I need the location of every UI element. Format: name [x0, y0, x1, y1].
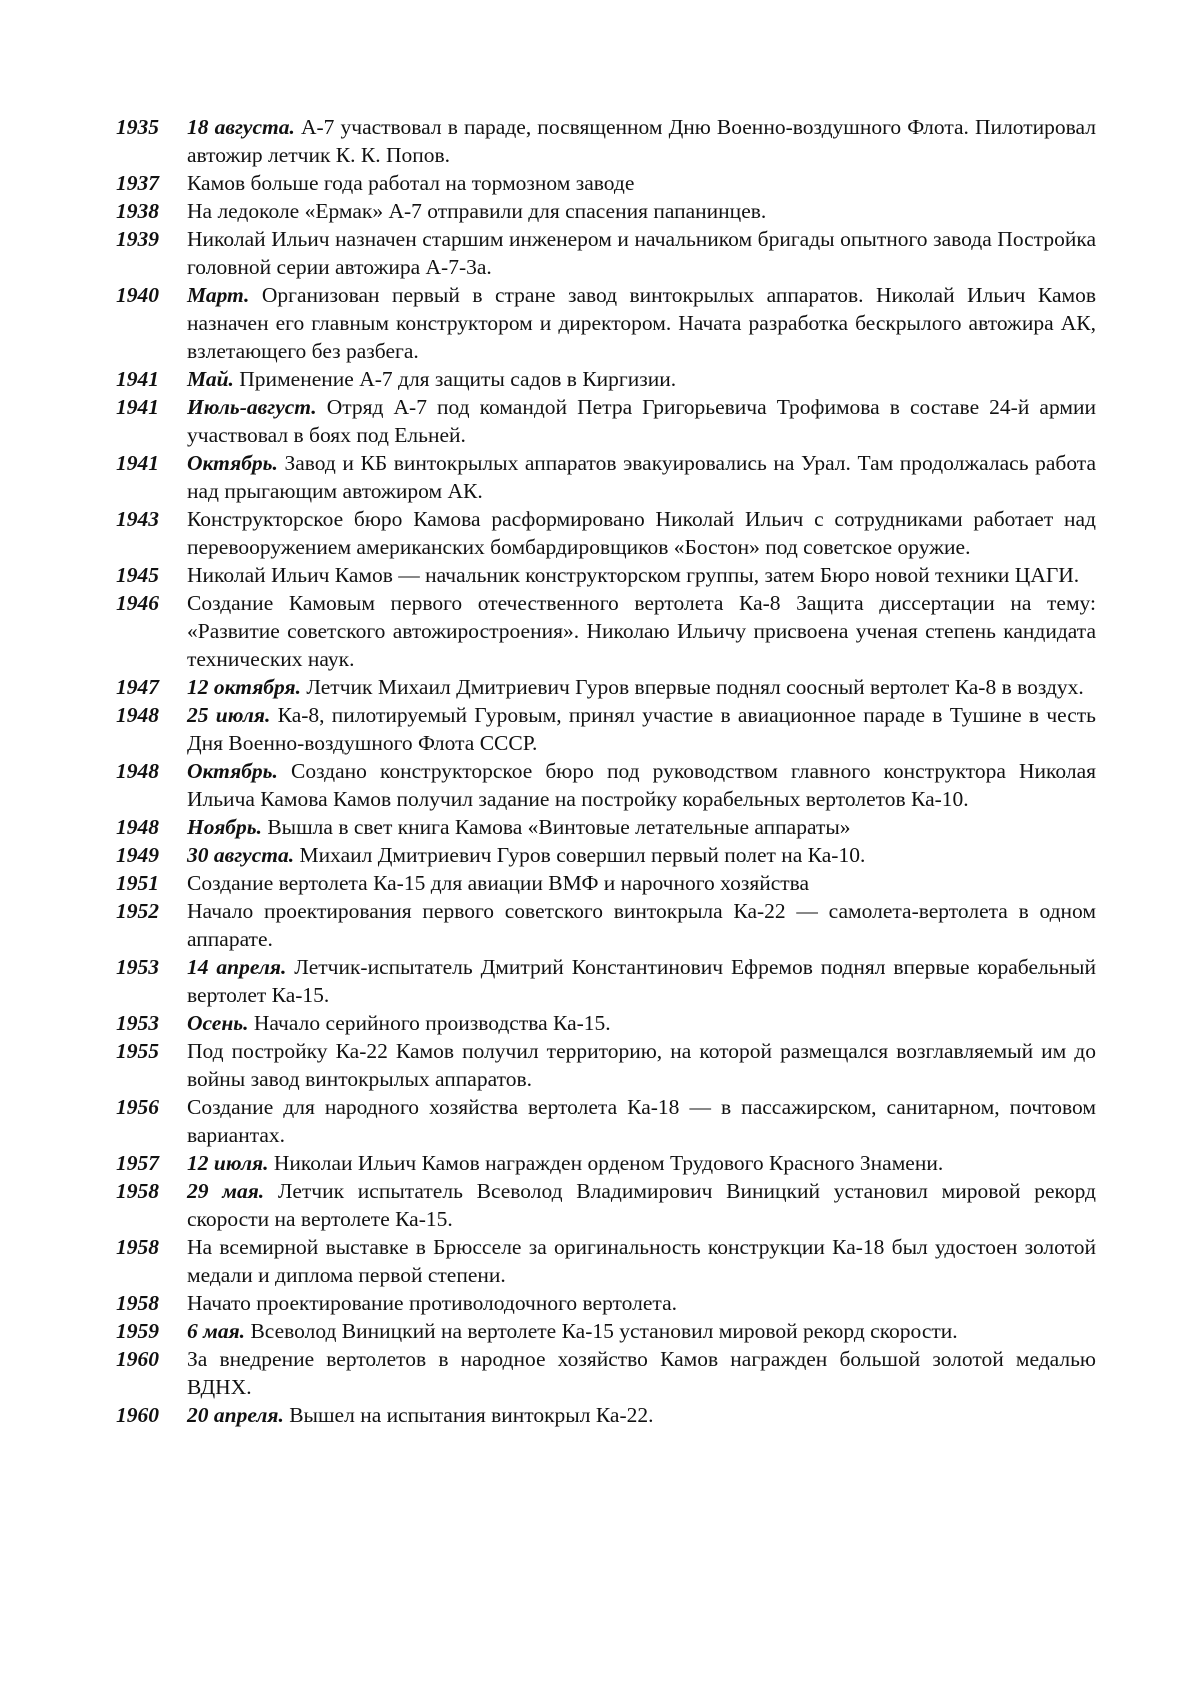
timeline-entry	[116, 449, 1096, 505]
entry-text	[187, 1009, 1096, 1037]
entry-year: 1956	[116, 1095, 159, 1119]
entry-year: 1941	[116, 395, 159, 419]
entry-text	[187, 1037, 1096, 1093]
entry-year: 1960	[116, 1347, 159, 1371]
entry-date: Ноябрь.	[187, 815, 262, 839]
entry-year: 1945	[116, 563, 159, 587]
entry-description: Начало проектирования первого советского винтокрыла Ка-22 — самолета-вертолета в одном аппарате.	[187, 899, 1096, 951]
timeline-entry	[116, 1317, 1096, 1345]
entry-text	[187, 225, 1096, 281]
entry-text	[187, 1149, 1096, 1177]
entry-text	[187, 113, 1096, 169]
entry-year: 1957	[116, 1151, 159, 1175]
entry-description: А-7 участвовал в параде, посвященном Дню Военно-воздушного Флота. Пилотировал автожир летчик К. К. Попов.	[187, 115, 1096, 167]
entry-date: Июль-август.	[187, 395, 317, 419]
entry-text	[187, 197, 1096, 225]
entry-date: 18 августа.	[187, 115, 295, 139]
timeline-entry	[116, 841, 1096, 869]
timeline-entry	[116, 281, 1096, 365]
entry-year: 1941	[116, 451, 159, 475]
entry-text	[187, 953, 1096, 1009]
entry-text	[187, 589, 1096, 673]
entry-description: Ка-8, пилотируемый Гуровым, принял участие в авиационное параде в Тушине в честь Дня Военно-воздушного Флота СССР.	[187, 703, 1096, 755]
entry-description: Организован первый в стране завод винтокрылых аппаратов. Николай Ильич Камов назначен его главным конструктором и директором. Начата разработка бескрылого автожира АК, взлетающего без разбега.	[187, 283, 1096, 363]
timeline-entry	[116, 589, 1096, 673]
entry-text	[187, 1177, 1096, 1233]
entry-description: Всеволод Виницкий на вертолете Ка-15 установил мировой рекорд скорости.	[245, 1319, 958, 1343]
entry-text	[187, 1401, 1096, 1429]
entry-year: 1939	[116, 227, 159, 251]
entry-date: 14 апреля.	[187, 955, 287, 979]
entry-text	[187, 505, 1096, 561]
entry-description: Летчик-испытатель Дмитрий Константинович Ефремов поднял впервые корабельный вертолет Ка-15.	[187, 955, 1096, 1007]
timeline-entry	[116, 701, 1096, 757]
entry-year: 1937	[116, 171, 159, 195]
timeline-entry	[116, 113, 1096, 169]
entry-date: Май.	[187, 367, 234, 391]
entry-year: 1948	[116, 759, 159, 783]
entry-description: Создание вертолета Ка-15 для авиации ВМФ и нарочного хозяйства	[187, 871, 810, 895]
entry-description: На ледоколе «Ермак» А-7 отправили для спасения папанинцев.	[187, 199, 767, 223]
entry-year: 1948	[116, 703, 159, 727]
entry-text	[187, 701, 1096, 757]
entry-description: Николай Ильич назначен старшим инженером и начальником бригады опытного завода Постройка головной серии автожира А-7-3а.	[187, 227, 1096, 279]
timeline-entry	[116, 673, 1096, 701]
timeline	[116, 113, 1096, 1429]
entry-text	[187, 1345, 1096, 1401]
timeline-entry	[116, 393, 1096, 449]
entry-date: Октябрь.	[187, 451, 278, 475]
entry-year: 1940	[116, 283, 159, 307]
entry-description: Создано конструкторское бюро под руководством главного конструктора Николая Ильича Камова Камов получил задание на постройку корабельных вертолетов Ка-10.	[187, 759, 1096, 811]
entry-description: Применение А-7 для защиты садов в Киргизии.	[233, 367, 677, 391]
timeline-entry	[116, 953, 1096, 1009]
timeline-entry	[116, 225, 1096, 281]
timeline-entry	[116, 505, 1096, 561]
entry-description: Летчик испытатель Всеволод Владимирович Виницкий установил мировой рекорд скорости на вертолете Ка-15.	[187, 1179, 1097, 1231]
entry-text	[187, 1289, 1096, 1317]
entry-description: Николай Ильич Камов — начальник конструкторском группы, затем Бюро новой техники ЦАГИ.	[187, 563, 1080, 587]
entry-date: 6 мая.	[187, 1319, 246, 1343]
entry-description: Начало серийного производства Ка-15.	[248, 1011, 611, 1035]
entry-description: Николаи Ильич Камов награжден орденом Трудового Красного Знамени.	[268, 1151, 944, 1175]
entry-year: 1949	[116, 843, 159, 867]
entry-description: Вышла в свет книга Камова «Винтовые летательные аппараты»	[261, 815, 851, 839]
entry-year: 1947	[116, 675, 159, 699]
entry-text	[187, 897, 1096, 953]
entry-text	[187, 841, 1096, 869]
timeline-entry	[116, 365, 1096, 393]
entry-year: 1953	[116, 955, 159, 979]
entry-date: 25 июля.	[187, 703, 271, 727]
entry-description: Начато проектирование противолодочного вертолета.	[187, 1291, 677, 1315]
entry-description: Вышел на испытания винтокрыл Ка-22.	[283, 1403, 654, 1427]
timeline-entry	[116, 561, 1096, 589]
entry-text	[187, 561, 1096, 589]
entry-date: 30 августа.	[187, 843, 295, 867]
entry-text	[187, 1317, 1096, 1345]
entry-year: 1960	[116, 1403, 159, 1427]
entry-date: 29 мая.	[187, 1179, 265, 1203]
entry-date: Октябрь.	[187, 759, 278, 783]
entry-year: 1938	[116, 199, 159, 223]
entry-description: Создание для народного хозяйства вертолета Ка-18 — в пассажирском, санитарном, почтовом вариантах.	[187, 1095, 1096, 1147]
entry-year: 1955	[116, 1039, 159, 1063]
entry-text	[187, 1093, 1096, 1149]
timeline-entry	[116, 1093, 1096, 1149]
entry-text	[187, 757, 1096, 813]
entry-text	[187, 281, 1096, 365]
timeline-entry	[116, 813, 1096, 841]
entry-text	[187, 673, 1096, 701]
timeline-entry	[116, 897, 1096, 953]
entry-text	[187, 169, 1096, 197]
entry-year: 1952	[116, 899, 159, 923]
entry-date: 12 октября.	[187, 675, 301, 699]
entry-text	[187, 365, 1096, 393]
entry-year: 1951	[116, 871, 159, 895]
timeline-entry	[116, 869, 1096, 897]
entry-description: На всемирной выставке в Брюсселе за оригинальность конструкции Ка-18 был удостоен золотой медали и диплома первой степени.	[187, 1235, 1096, 1287]
timeline-entry	[116, 169, 1096, 197]
entry-description: Летчик Михаил Дмитриевич Гуров впервые поднял соосный вертолет Ка-8 в воздух.	[300, 675, 1084, 699]
entry-year: 1958	[116, 1291, 159, 1315]
entry-year: 1935	[116, 115, 159, 139]
entry-description: Отряд А-7 под командой Петра Григорьевича Трофимова в составе 24-й армии участвовал в боях под Ельней.	[187, 395, 1096, 447]
entry-description: Камов больше года работал на тормозном заводе	[187, 171, 635, 195]
entry-description: Завод и КБ винтокрылых аппаратов эвакуировались на Урал. Там продолжалась работа над прыгающим автожиром АК.	[187, 451, 1096, 503]
timeline-entry	[116, 1177, 1096, 1233]
timeline-entry	[116, 1401, 1096, 1429]
entry-text	[187, 813, 1096, 841]
entry-year: 1959	[116, 1319, 159, 1343]
entry-description: Михаил Дмитриевич Гуров совершил первый полет на Ка-10.	[294, 843, 866, 867]
timeline-entry	[116, 1149, 1096, 1177]
entry-text	[187, 393, 1096, 449]
timeline-entry	[116, 1009, 1096, 1037]
entry-year: 1943	[116, 507, 159, 531]
timeline-entry	[116, 1233, 1096, 1289]
timeline-entry	[116, 1345, 1096, 1401]
entry-description: Создание Камовым первого отечественного вертолета Ка-8 Защита диссертации на тему: «Развитие советского автожиростроения». Николаю Ильичу присвоена ученая степень кандидата технических наук.	[187, 591, 1096, 671]
timeline-entry	[116, 1289, 1096, 1317]
entry-year: 1941	[116, 367, 159, 391]
timeline-entry	[116, 757, 1096, 813]
entry-description: За внедрение вертолетов в народное хозяйство Камов награжден большой золотой медалью ВДНХ.	[187, 1347, 1096, 1399]
entry-text	[187, 869, 1096, 897]
timeline-entry	[116, 197, 1096, 225]
entry-year: 1948	[116, 815, 159, 839]
timeline-entry	[116, 1037, 1096, 1093]
entry-date: 20 апреля.	[187, 1403, 284, 1427]
entry-text	[187, 449, 1096, 505]
entry-year: 1958	[116, 1235, 159, 1259]
entry-year: 1946	[116, 591, 159, 615]
entry-description: Под постройку Ка-22 Камов получил территорию, на которой размещался возглавляемый им до войны завод винтокрылых аппаратов.	[187, 1039, 1096, 1091]
entry-date: Осень.	[187, 1011, 249, 1035]
entry-date: 12 июля.	[187, 1151, 269, 1175]
entry-text	[187, 1233, 1096, 1289]
entry-year: 1958	[116, 1179, 159, 1203]
entry-year: 1953	[116, 1011, 159, 1035]
entry-description: Конструкторское бюро Камова расформировано Николай Ильич с сотрудниками работает над перевооружением американских бомбардировщиков «Бостон» под советское оружие.	[187, 507, 1096, 559]
entry-date: Март.	[187, 283, 250, 307]
